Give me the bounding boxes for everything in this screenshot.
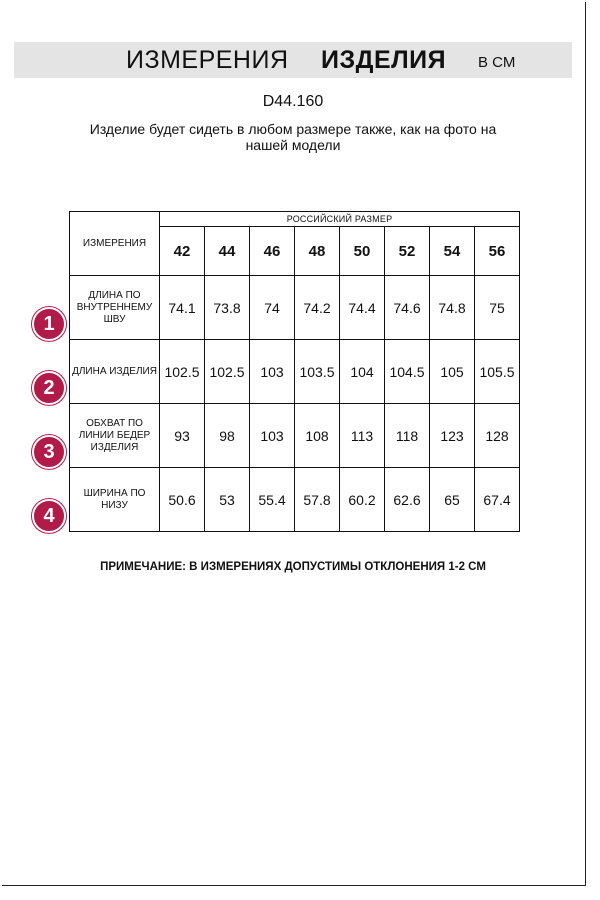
value-cell: 98 (205, 404, 250, 468)
value-cell: 74.1 (160, 276, 205, 340)
row-number-badge: 1 (32, 307, 66, 341)
value-cell: 105.5 (475, 340, 520, 404)
value-cell: 53 (205, 468, 250, 532)
value-cell: 60.2 (340, 468, 385, 532)
table-row (70, 276, 520, 340)
size-header: 44 (205, 227, 250, 276)
value-cell: 74.4 (340, 276, 385, 340)
row-number-badge: 4 (32, 499, 66, 533)
value-cell: 118 (385, 404, 430, 468)
value-cell: 74.8 (430, 276, 475, 340)
title-measurements: ИЗМЕРЕНИЯ (126, 46, 289, 74)
row-number-badge: 2 (32, 371, 66, 405)
value-cell: 105 (430, 340, 475, 404)
value-cell: 65 (430, 468, 475, 532)
title-product: ИЗДЕЛИЯ (321, 46, 447, 74)
value-cell: 75 (475, 276, 520, 340)
table-row (70, 404, 520, 468)
value-cell: 74.2 (295, 276, 340, 340)
value-cell: 128 (475, 404, 520, 468)
size-header: 48 (295, 227, 340, 276)
row-label: ДЛИНА ПО ВНУТРЕННЕМУ ШВУ (70, 276, 160, 340)
value-cell: 102.5 (205, 340, 250, 404)
russian-size-header: РОССИЙСКИЙ РАЗМЕР (160, 212, 520, 227)
value-cell: 57.8 (295, 468, 340, 532)
measurements-table (69, 211, 520, 532)
size-header: 52 (385, 227, 430, 276)
measurements-header: ИЗМЕРЕНИЯ (70, 212, 160, 276)
table-row (70, 340, 520, 404)
value-cell: 62.6 (385, 468, 430, 532)
value-cell: 113 (340, 404, 385, 468)
value-cell: 93 (160, 404, 205, 468)
table-row (70, 468, 520, 532)
size-header: 54 (430, 227, 475, 276)
value-cell: 103 (250, 340, 295, 404)
value-cell: 104 (340, 340, 385, 404)
row-label: ДЛИНА ИЗДЕЛИЯ (70, 340, 160, 404)
value-cell: 73.8 (205, 276, 250, 340)
value-cell: 74.6 (385, 276, 430, 340)
size-header: 50 (340, 227, 385, 276)
fit-note: Изделие будет сидеть в любом размере также, как на фото на нашей модели (89, 121, 497, 153)
value-cell: 123 (430, 404, 475, 468)
title-units: В СМ (478, 54, 516, 71)
row-label: ОБХВАТ ПО ЛИНИИ БЕДЕР ИЗДЕЛИЯ (70, 404, 160, 468)
value-cell: 103.5 (295, 340, 340, 404)
product-code: D44.160 (262, 93, 324, 110)
value-cell: 67.4 (475, 468, 520, 532)
row-number-badge: 3 (32, 435, 66, 469)
tolerance-note: ПРИМЕЧАНИЕ: В ИЗМЕРЕНИЯХ ДОПУСТИМЫ ОТКЛОНЕНИЯ 1-2 СМ (100, 561, 486, 573)
value-cell: 108 (295, 404, 340, 468)
size-header: 42 (160, 227, 205, 276)
row-label: ШИРИНА ПО НИЗУ (70, 468, 160, 532)
value-cell: 103 (250, 404, 295, 468)
value-cell: 104.5 (385, 340, 430, 404)
value-cell: 102.5 (160, 340, 205, 404)
value-cell: 55.4 (250, 468, 295, 532)
size-header: 56 (475, 227, 520, 276)
size-header: 46 (250, 227, 295, 276)
value-cell: 50.6 (160, 468, 205, 532)
value-cell: 74 (250, 276, 295, 340)
